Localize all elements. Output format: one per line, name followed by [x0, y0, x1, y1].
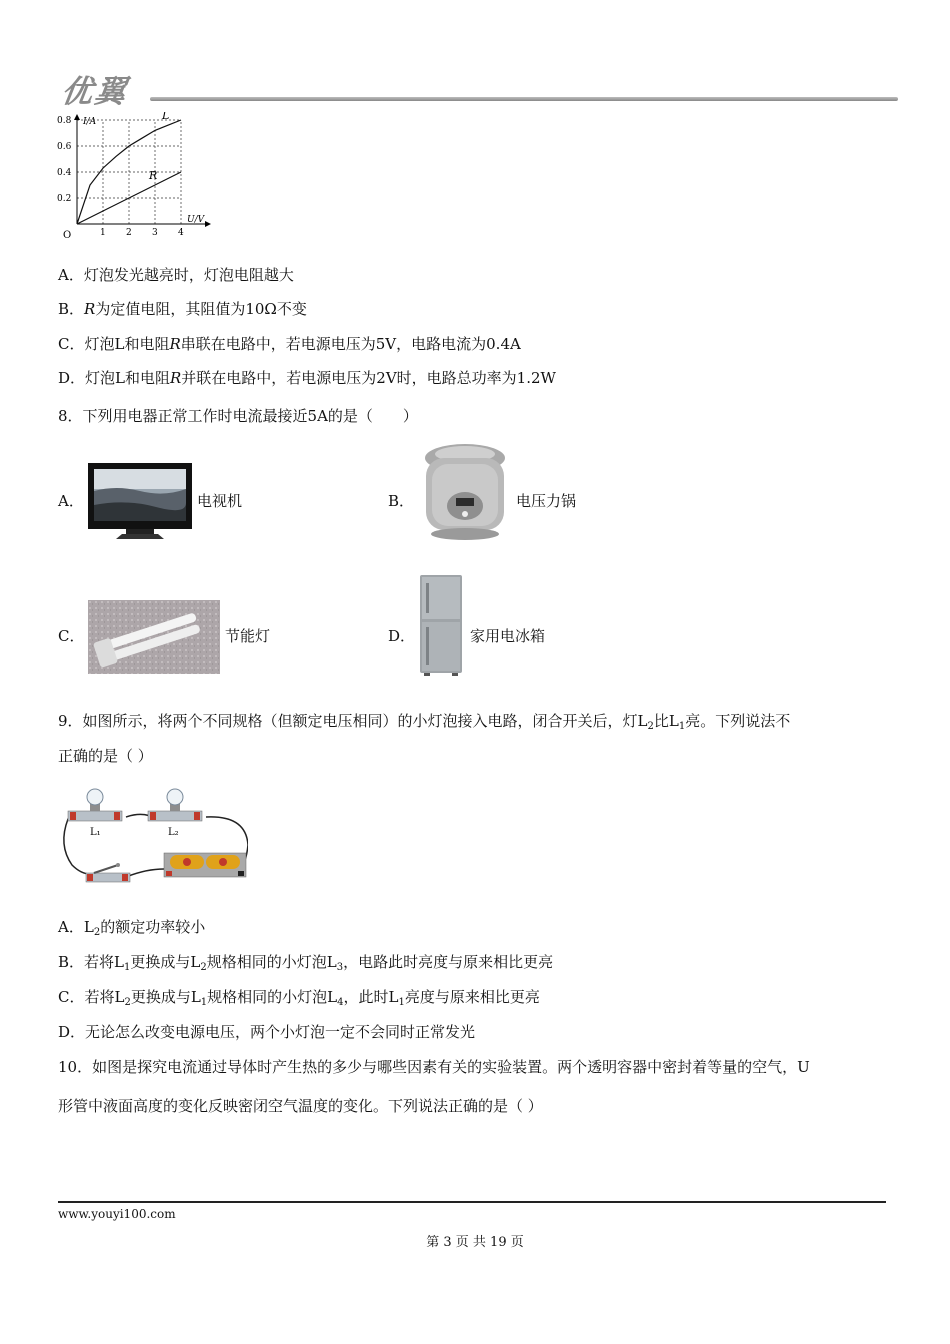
option-letter: D．: [58, 369, 86, 387]
q8-option-b-label: 电压力锅: [516, 492, 577, 510]
option-letter: C．: [58, 335, 85, 353]
option-letter: A．: [58, 266, 84, 284]
x-axis-arrow: [205, 221, 211, 227]
option-letter: A．: [58, 918, 84, 936]
pressure-cooker-image: [416, 436, 514, 544]
x-tick-label: 4: [178, 228, 184, 238]
q8-option-c-letter[interactable]: C．: [58, 627, 85, 645]
battery-box: [164, 853, 246, 877]
origin-label: O: [63, 230, 72, 241]
subscript: 2: [124, 997, 131, 1008]
q8-option-a-label: 电视机: [197, 492, 243, 510]
subscript: 1: [200, 997, 208, 1008]
wire: [126, 869, 164, 877]
option-text-part: 规格相同的小灯泡L: [206, 953, 337, 971]
q7-option-d[interactable]: [58, 368, 556, 388]
energy-saving-lamp-image: [88, 600, 220, 674]
option-text-part: L: [83, 918, 94, 936]
footer-rule: [58, 1201, 886, 1203]
q8-option-d-letter[interactable]: D．: [388, 627, 416, 645]
resistor-symbol: R: [169, 335, 181, 353]
option-text: 灯泡发光越亮时，灯泡电阻越大: [83, 266, 294, 284]
q8-stem: 8．下列用电器正常工作时电流最接近5A的是（ ）: [58, 407, 418, 425]
q9-stem-line1: [58, 711, 790, 731]
brand-logo: 优翼: [58, 74, 131, 110]
header-rule: [150, 97, 898, 101]
option-letter: B．: [58, 300, 85, 318]
q9-option-b[interactable]: [58, 952, 553, 972]
q9-option-a[interactable]: [58, 917, 205, 937]
series-label: L: [162, 112, 170, 123]
option-text-part: 更换成与L: [130, 988, 201, 1006]
option-text-part: 并联在电路中，若电源电压为2V时，电路总功率为1.2W: [181, 369, 556, 387]
resistor-symbol: R: [170, 369, 182, 387]
option-text-part: 若将L: [84, 953, 124, 971]
y-tick-label: 0.8: [57, 116, 72, 126]
subscript: 1: [124, 962, 131, 973]
x-tick-label: 3: [152, 228, 158, 238]
y-tick-label: 0.2: [57, 194, 72, 204]
q7-option-c[interactable]: [58, 334, 521, 354]
stem-part: 亮。下列说法不: [685, 712, 791, 730]
page-number: 第 3 页 共 19 页: [426, 1235, 524, 1250]
chart-ticks: [57, 116, 184, 238]
y-axis-arrow: [74, 114, 80, 120]
option-text-part: 更换成与L: [130, 953, 201, 971]
stem-part: 9．如图所示，将两个不同规格（但额定电压相同）的小灯泡接入电路，闭合开关后，灯L: [58, 712, 648, 730]
option-text: 为定值电阻，其阻值为10Ω不变: [95, 300, 307, 318]
option-letter: D．: [58, 1023, 86, 1041]
option-text-part: 若将L: [84, 988, 125, 1006]
subscript: 1: [398, 997, 405, 1008]
option-text-part: ，此时L: [343, 988, 399, 1006]
bulb-l2: [148, 789, 202, 821]
subscript: 2: [647, 721, 654, 732]
q7-option-b[interactable]: [58, 299, 307, 319]
bulb-l1-label: L₁: [90, 827, 101, 838]
bulb-l1: [68, 789, 122, 821]
y-tick-label: 0.4: [57, 168, 72, 178]
option-text-part: 串联在电路中，若电源电压为5V，电路电流为0.4A: [180, 335, 521, 353]
iu-graph: [55, 112, 215, 246]
subscript: 4: [337, 997, 344, 1008]
circuit-figure: [56, 785, 248, 893]
x-tick-label: 1: [100, 228, 106, 238]
option-text-part: 的额定功率较小: [100, 918, 206, 936]
option-text-part: 灯泡L和电阻: [84, 335, 170, 353]
footer-url[interactable]: www.youyi100.com: [58, 1207, 176, 1221]
option-text-part: 灯泡L和电阻: [85, 369, 170, 387]
refrigerator-image: [416, 573, 466, 677]
q9-stem-line2: 正确的是（ ）: [58, 747, 153, 765]
subscript: 2: [200, 962, 207, 973]
q8-option-a-letter[interactable]: A．: [58, 492, 84, 510]
chart-grid: [77, 120, 181, 224]
q9-option-d[interactable]: [58, 1022, 475, 1042]
option-text-part: ，电路此时亮度与原来相比更亮: [343, 953, 554, 971]
stem-part: 比L: [653, 712, 679, 730]
x-axis-label: U/V: [187, 215, 205, 225]
q10-stem-line2: 形管中液面高度的变化反映密闭空气温度的变化。下列说法正确的是（ ）: [58, 1097, 543, 1115]
subscript: 1: [678, 721, 686, 732]
q7-option-a[interactable]: [58, 265, 294, 285]
option-text: 无论怎么改变电源电压，两个小灯泡一定不会同时正常发光: [85, 1023, 476, 1041]
q8-option-b-letter[interactable]: B．: [388, 492, 415, 510]
q10-stem-line1: 10．如图是探究电流通过导体时产生热的多少与哪些因素有关的实验装置。两个透明容器中密封着等量的空气，U: [58, 1058, 810, 1076]
tv-image: [86, 461, 194, 541]
bulb-l2-label: L₂: [168, 827, 179, 838]
option-letter: B．: [58, 953, 85, 971]
option-letter: C．: [58, 988, 85, 1006]
subscript: 2: [93, 927, 101, 938]
x-tick-label: 2: [126, 228, 132, 238]
y-tick-label: 0.6: [57, 142, 72, 152]
q8-option-c-label: 节能灯: [225, 627, 271, 645]
q9-option-c[interactable]: [58, 987, 540, 1007]
option-text-part: 亮度与原来相比更亮: [404, 988, 540, 1006]
option-text-part: 规格相同的小灯泡L: [207, 988, 338, 1006]
series-label: R: [149, 169, 158, 182]
switch-image: [86, 863, 130, 882]
y-axis-label: I/A: [83, 117, 97, 127]
resistor-symbol: R: [84, 300, 96, 318]
q8-option-d-label: 家用电冰箱: [470, 627, 546, 645]
subscript: 3: [336, 962, 344, 973]
